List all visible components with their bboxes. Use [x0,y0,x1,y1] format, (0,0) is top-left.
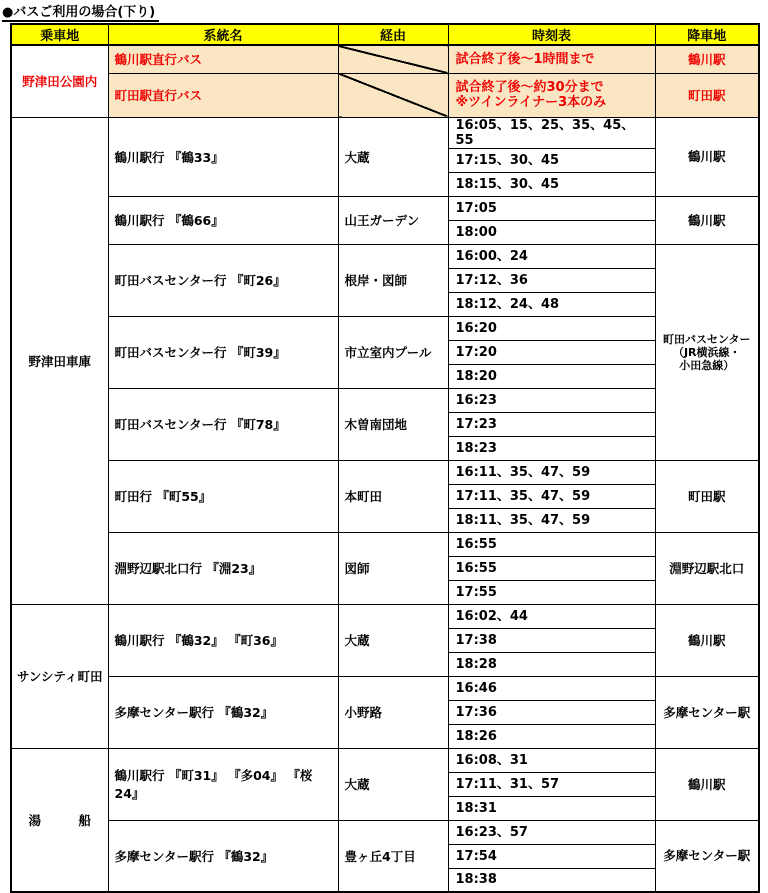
cell-text-line: 鶴川駅 [687,632,726,648]
time-cell [448,292,655,316]
route-cell: 鶴川駅行 『町31』 『多04』 『桜24』 [108,748,338,820]
time-cell [448,460,655,484]
time-cell [448,724,655,748]
dropoff-cell [655,748,759,820]
route-cell: 鶴川駅行 『鶴32』 『町36』 [108,604,338,676]
cell-text-line: 17:20 [455,344,497,360]
cell-text-line: ※ツインライナー3本のみ [455,95,607,110]
timetable-row [11,196,759,220]
route-cell: 町田バスセンター行 『町78』 [108,388,338,460]
via-cell: 図師 [338,532,448,604]
time-cell [448,172,655,196]
via-cell: 本町田 [338,460,448,532]
time-cell [448,412,655,436]
cell-text-line: 17:54 [455,848,497,864]
dropoff-cell [655,45,759,73]
cell-text-line: 17:36 [455,704,497,720]
cell-text-line: 17:11、31、57 [455,776,560,792]
boarding-cell: サンシティ町田 [11,604,108,748]
cell-text-line: 鶴川駅 [687,149,726,164]
cell-text-line: 試合終了後～約30分まで [455,80,604,95]
cell-text-line: 多摩センター駅 [663,848,751,864]
cell-text-line: 鶴川駅 [687,51,726,67]
header-cell: 系統名 [108,24,338,45]
cell-text-line: 町田駅 [687,488,726,504]
time-cell [448,628,655,652]
cell-text-line: 小田急線） [679,358,735,372]
cell-text-line: 18:20 [455,368,497,384]
time-cell [448,580,655,604]
timetable-row [11,604,759,628]
cell-text-line: 16:55 [455,560,497,576]
cell-text-line: 町田バスセンター [662,332,751,346]
dropoff-cell [655,532,759,604]
cell-text-line: 町田駅 [687,87,726,103]
header-cell: 経由 [338,24,448,45]
route-cell: 淵野辺駅北口行 『淵23』 [108,532,338,604]
time-cell [448,316,655,340]
boarding-cell: 湯 船 [11,748,108,892]
time-cell [448,652,655,676]
dropoff-cell [655,244,759,460]
timetable-row [11,748,759,772]
cell-text-line: 16:00、24 [455,248,528,264]
time-cell [448,748,655,772]
header-row [11,24,759,45]
via-cell: 山王ガーデン [338,196,448,244]
time-cell [448,796,655,820]
cell-text-line: 16:23、57 [455,824,528,840]
cell-text-line: 17:55 [455,584,497,600]
via-cell: 根岸・図師 [338,244,448,316]
time-cell [448,220,655,244]
timetable-row [11,820,759,844]
header-cell: 降車地 [655,24,759,45]
time-cell [448,73,655,117]
time-cell [448,844,655,868]
cell-text-line: 18:38 [455,872,497,888]
route-cell: 町田バスセンター行 『町39』 [108,316,338,388]
header-cell: 時刻表 [448,24,655,45]
cell-text-line: 18:11、35、47、59 [455,512,591,528]
time-cell [448,604,655,628]
bus-timetable [10,23,760,893]
cell-text-line: 18:15、30、45 [455,176,560,192]
time-cell [448,340,655,364]
dropoff-cell [655,820,759,892]
time-cell [448,436,655,460]
cell-text-line: 17:38 [455,632,497,648]
cell-text-line: （JR横浜線・ [672,345,741,359]
cell-text-line: 16:02、44 [455,608,528,624]
via-cell: 大蔵 [338,748,448,820]
time-cell [448,772,655,796]
cell-text-line: 17:11、35、47、59 [455,488,591,504]
cell-text-line: 17:23 [455,416,497,432]
route-cell: 多摩センター駅行 『鶴32』 [108,820,338,892]
route-cell: 多摩センター駅行 『鶴32』 [108,676,338,748]
route-cell: 鶴川駅行 『鶴66』 [108,196,338,244]
time-cell [448,508,655,532]
cell-text-line: 16:20 [455,320,497,336]
time-cell [448,364,655,388]
timetable-row [11,460,759,484]
cell-text-line: 17:05 [455,200,497,216]
cell-text-line: 17:12、36 [455,272,528,288]
time-cell [448,556,655,580]
header-cell: 乗車地 [11,24,108,45]
time-cell [448,820,655,844]
cell-text-line: 16:11、35、47、59 [455,464,591,480]
time-cell [448,484,655,508]
timetable-row [11,45,759,73]
via-cell: 豊ヶ丘4丁目 [338,820,448,892]
cell-text-line: 18:00 [455,224,497,240]
timetable-row [11,73,759,117]
dropoff-cell [655,196,759,244]
dropoff-cell [655,676,759,748]
cell-text-line: 16:08、31 [455,752,528,768]
timetable-row [11,532,759,556]
via-diagonal-cell [338,73,448,117]
cell-text-line: 18:31 [455,800,497,816]
via-cell: 市立室内プール [338,316,448,388]
cell-text-line: 16:55 [455,536,497,552]
cell-text-line: 17:15、30、45 [455,152,560,168]
time-cell [448,45,655,73]
time-cell [448,196,655,220]
timetable-row [11,676,759,700]
timetable-row [11,117,759,148]
time-cell [448,700,655,724]
cell-text-line: 鶴川駅 [687,776,726,792]
time-cell [448,532,655,556]
cell-text-line: 鶴川駅 [687,212,726,228]
via-cell: 大蔵 [338,117,448,196]
cell-text-line: 18:12、24、48 [455,296,560,312]
boarding-cell: 野津田公園内 [11,45,108,117]
cell-text-line: 18:23 [455,440,497,456]
boarding-cell: 野津田車庫 [11,117,108,604]
via-diagonal-cell [338,45,448,73]
page-title: ●バスご利用の場合(下り) [2,6,159,22]
dropoff-cell [655,73,759,117]
cell-text-line: 多摩センター駅 [663,704,751,720]
route-cell: 町田バスセンター行 『町26』 [108,244,338,316]
route-cell: 鶴川駅直行バス [108,45,338,73]
timetable-row [11,244,759,268]
cell-text-line: 16:05、15、25、35、45、55 [455,117,635,148]
cell-text-line: 16:46 [455,680,497,696]
cell-text-line: 淵野辺駅北口 [669,560,745,576]
time-cell [448,388,655,412]
timetable-row [11,316,759,340]
time-cell [448,676,655,700]
route-cell: 町田行 『町55』 [108,460,338,532]
dropoff-cell [655,604,759,676]
time-cell [448,148,655,172]
timetable-body [11,45,759,892]
time-cell [448,268,655,292]
cell-text-line: 18:26 [455,728,497,744]
route-cell: 町田駅直行バス [108,73,338,117]
time-cell [448,117,655,148]
dropoff-cell [655,460,759,532]
cell-text-line: 18:28 [455,656,497,672]
time-cell [448,244,655,268]
time-cell [448,868,655,892]
via-cell: 木曽南団地 [338,388,448,460]
via-cell: 大蔵 [338,604,448,676]
via-cell: 小野路 [338,676,448,748]
timetable-row [11,388,759,412]
route-cell: 鶴川駅行 『鶴33』 [108,117,338,196]
dropoff-cell [655,117,759,196]
cell-text-line: 試合終了後～1時間まで [455,51,595,67]
cell-text-line: 16:23 [455,392,497,408]
